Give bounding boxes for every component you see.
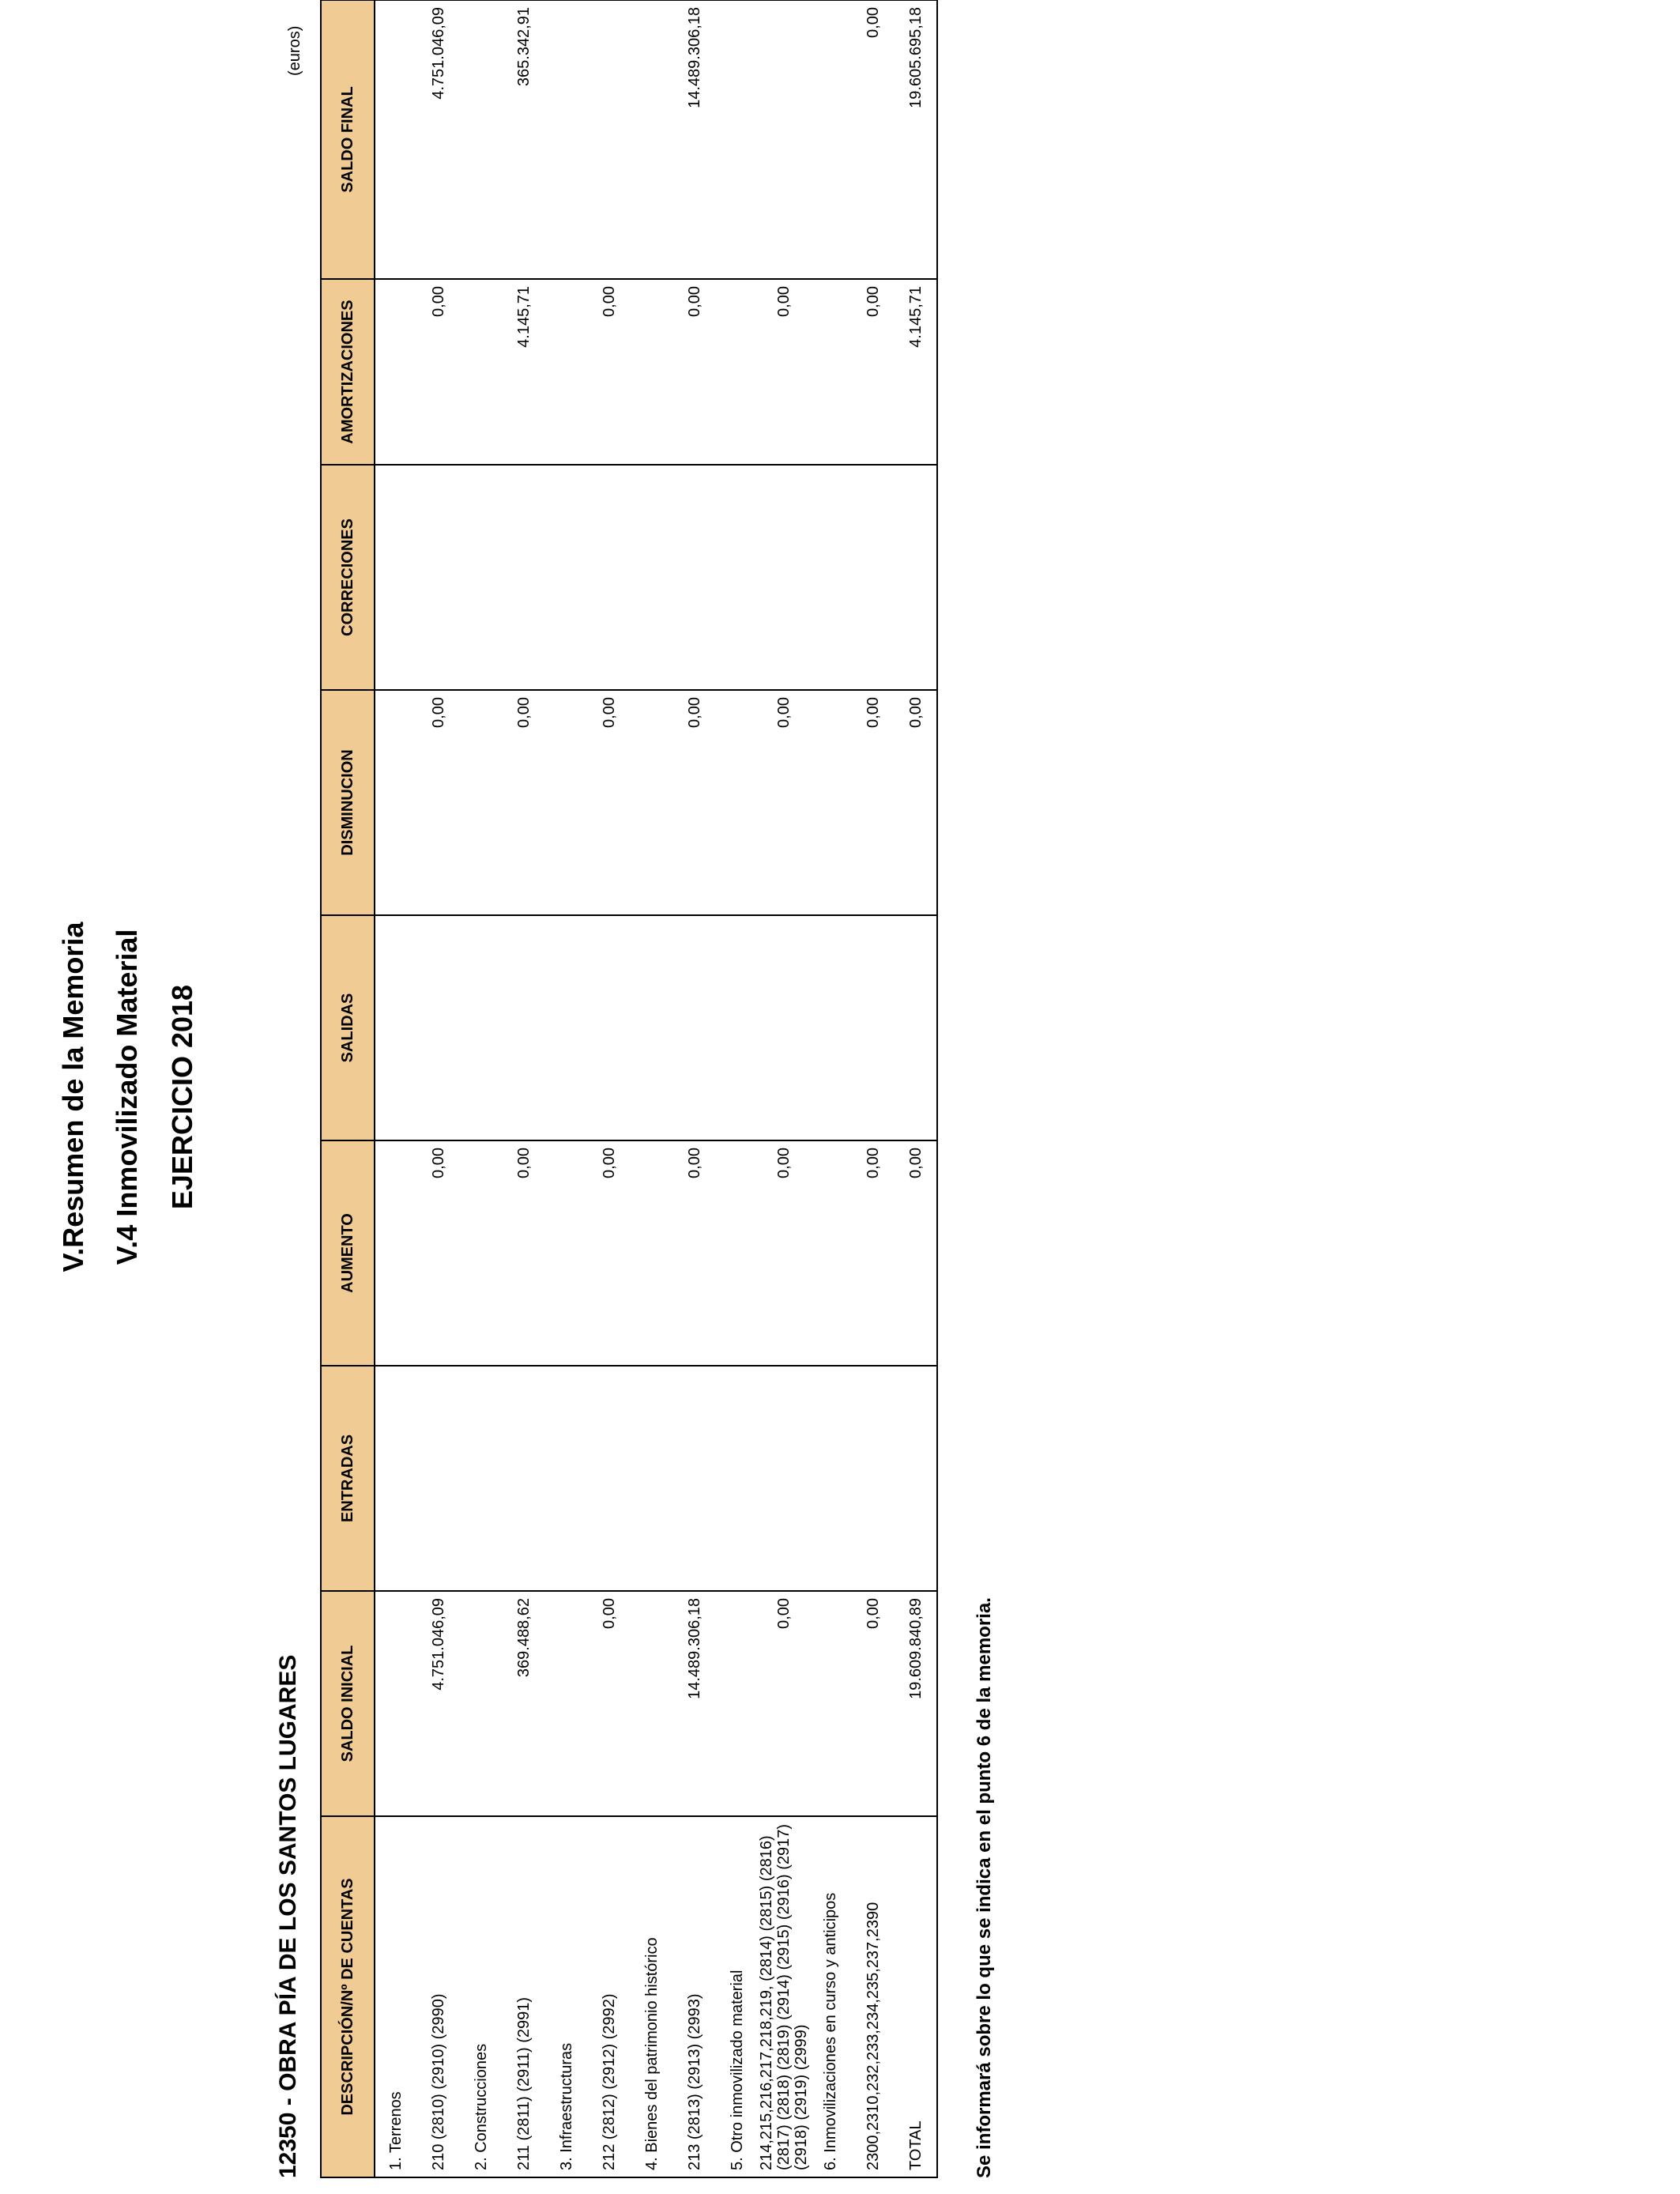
saldo-inicial-cell: 19.609.840,89 bbox=[895, 1591, 937, 1816]
saldo-final-cell bbox=[461, 0, 502, 279]
correciones-cell bbox=[461, 465, 502, 690]
table-row bbox=[502, 0, 546, 2177]
column-header: ENTRADAS bbox=[321, 1366, 375, 1591]
table-row bbox=[375, 0, 416, 2177]
column-header: AUMENTO bbox=[321, 1140, 375, 1366]
saldo-final-cell bbox=[375, 0, 416, 279]
correciones-cell bbox=[587, 465, 631, 690]
salidas-cell bbox=[375, 915, 416, 1140]
aumento-cell: 0,00 bbox=[587, 1140, 631, 1366]
salidas-cell bbox=[631, 915, 672, 1140]
disminucion-cell: 0,00 bbox=[502, 690, 546, 915]
entradas-cell bbox=[461, 1366, 502, 1591]
salidas-cell bbox=[461, 915, 502, 1140]
correciones-cell bbox=[502, 465, 546, 690]
amortizaciones-cell bbox=[375, 279, 416, 465]
entradas-cell bbox=[546, 1366, 587, 1591]
column-header: SALDO INICIAL bbox=[321, 1591, 375, 1816]
aumento-cell: 0,00 bbox=[502, 1140, 546, 1366]
salidas-cell bbox=[587, 915, 631, 1140]
salidas-cell bbox=[546, 915, 587, 1140]
disminucion-cell bbox=[461, 690, 502, 915]
amortizaciones-cell bbox=[546, 279, 587, 465]
saldo-inicial-cell: 14.489.306,18 bbox=[672, 1591, 717, 1816]
amortizaciones-cell bbox=[717, 279, 758, 465]
amortizaciones-cell bbox=[810, 279, 851, 465]
table-row bbox=[717, 0, 758, 2177]
entradas-cell bbox=[851, 1366, 895, 1591]
amortizaciones-cell bbox=[461, 279, 502, 465]
column-header: AMORTIZACIONES bbox=[321, 279, 375, 465]
correciones-cell bbox=[416, 465, 461, 690]
aumento-cell bbox=[810, 1140, 851, 1366]
saldo-final-cell: 4.751.046,09 bbox=[416, 0, 461, 279]
salidas-cell bbox=[851, 915, 895, 1140]
table-row bbox=[416, 0, 461, 2177]
entradas-cell bbox=[375, 1366, 416, 1591]
amortizaciones-cell: 0,00 bbox=[758, 279, 810, 465]
row-description: 1. Terrenos bbox=[375, 1816, 416, 2177]
row-description: 3. Infraestructuras bbox=[546, 1816, 587, 2177]
amortizaciones-cell bbox=[631, 279, 672, 465]
saldo-inicial-cell bbox=[631, 1591, 672, 1816]
saldo-final-cell: 19.605.695,18 bbox=[895, 0, 937, 279]
table-row bbox=[631, 0, 672, 2177]
saldo-final-cell bbox=[546, 0, 587, 279]
salidas-cell bbox=[502, 915, 546, 1140]
aumento-cell: 0,00 bbox=[672, 1140, 717, 1366]
fixed-assets-table bbox=[320, 0, 938, 2178]
correciones-cell bbox=[758, 465, 810, 690]
entradas-cell bbox=[502, 1366, 546, 1591]
aumento-cell: 0,00 bbox=[851, 1140, 895, 1366]
salidas-cell bbox=[717, 915, 758, 1140]
table-row bbox=[587, 0, 631, 2177]
correciones-cell bbox=[810, 465, 851, 690]
saldo-final-cell: 14.489.306,18 bbox=[672, 0, 717, 279]
entradas-cell bbox=[758, 1366, 810, 1591]
disminucion-cell: 0,00 bbox=[416, 690, 461, 915]
total-row bbox=[895, 0, 937, 2177]
saldo-inicial-cell bbox=[810, 1591, 851, 1816]
saldo-inicial-cell: 0,00 bbox=[851, 1591, 895, 1816]
amortizaciones-cell: 0,00 bbox=[851, 279, 895, 465]
amortizaciones-cell: 4.145,71 bbox=[502, 279, 546, 465]
saldo-inicial-cell: 0,00 bbox=[758, 1591, 810, 1816]
entradas-cell bbox=[672, 1366, 717, 1591]
saldo-inicial-cell: 0,00 bbox=[587, 1591, 631, 1816]
salidas-cell bbox=[810, 915, 851, 1140]
row-description: 5. Otro inmovilizado material bbox=[717, 1816, 758, 2177]
column-header: DESCRIPCIÓN/Nº DE CUENTAS bbox=[321, 1816, 375, 2177]
saldo-final-cell bbox=[631, 0, 672, 279]
amortizaciones-cell: 0,00 bbox=[672, 279, 717, 465]
disminucion-cell: 0,00 bbox=[851, 690, 895, 915]
salidas-cell bbox=[758, 915, 810, 1140]
saldo-inicial-cell bbox=[717, 1591, 758, 1816]
entradas-cell bbox=[416, 1366, 461, 1591]
saldo-inicial-cell bbox=[546, 1591, 587, 1816]
table-row bbox=[758, 0, 810, 2177]
column-header: CORRECIONES bbox=[321, 465, 375, 690]
correciones-cell bbox=[851, 465, 895, 690]
correciones-cell bbox=[375, 465, 416, 690]
column-header: SALIDAS bbox=[321, 915, 375, 1140]
disminucion-cell: 0,00 bbox=[672, 690, 717, 915]
disminucion-cell bbox=[717, 690, 758, 915]
disminucion-cell: 0,00 bbox=[587, 690, 631, 915]
row-description: 210 (2810) (2910) (2990) bbox=[416, 1816, 461, 2177]
row-description: 213 (2813) (2913) (2993) bbox=[672, 1816, 717, 2177]
table-row bbox=[672, 0, 717, 2177]
currency-unit: (euros) bbox=[286, 25, 303, 76]
correciones-cell bbox=[895, 465, 937, 690]
aumento-cell bbox=[631, 1140, 672, 1366]
amortizaciones-cell: 4.145,71 bbox=[895, 279, 937, 465]
row-description: 211 (2811) (2911) (2991) bbox=[502, 1816, 546, 2177]
disminucion-cell bbox=[375, 690, 416, 915]
disminucion-cell bbox=[546, 690, 587, 915]
correciones-cell bbox=[672, 465, 717, 690]
saldo-inicial-cell bbox=[375, 1591, 416, 1816]
correciones-cell bbox=[717, 465, 758, 690]
correciones-cell bbox=[631, 465, 672, 690]
saldo-final-cell bbox=[587, 0, 631, 279]
saldo-final-cell bbox=[758, 0, 810, 279]
saldo-final-cell bbox=[717, 0, 758, 279]
aumento-cell bbox=[375, 1140, 416, 1366]
table-row bbox=[851, 0, 895, 2177]
fiscal-year-title: EJERCICIO 2018 bbox=[166, 984, 198, 1210]
saldo-final-cell bbox=[810, 0, 851, 279]
saldo-final-cell: 365.342,91 bbox=[502, 0, 546, 279]
table-row bbox=[461, 0, 502, 2177]
row-description: 2300,2310,232,233,234,235,237,2390 bbox=[851, 1816, 895, 2177]
aumento-cell: 0,00 bbox=[895, 1140, 937, 1366]
salidas-cell bbox=[895, 915, 937, 1140]
correciones-cell bbox=[546, 465, 587, 690]
saldo-inicial-cell: 369.488,62 bbox=[502, 1591, 546, 1816]
disminucion-cell: 0,00 bbox=[758, 690, 810, 915]
row-description: 4. Bienes del patrimonio histórico bbox=[631, 1816, 672, 2177]
row-description: 212 (2812) (2912) (2992) bbox=[587, 1816, 631, 2177]
column-header: SALDO FINAL bbox=[321, 0, 375, 279]
section-title: V.4 Inmovilizado Material bbox=[111, 929, 143, 1265]
disminucion-cell bbox=[631, 690, 672, 915]
saldo-inicial-cell bbox=[461, 1591, 502, 1816]
amortizaciones-cell: 0,00 bbox=[587, 279, 631, 465]
entradas-cell bbox=[631, 1366, 672, 1591]
table-row bbox=[810, 0, 851, 2177]
aumento-cell bbox=[717, 1140, 758, 1366]
row-description: 2. Construcciones bbox=[461, 1816, 502, 2177]
entity-name: 12350 - OBRA PÍA DE LOS SANTOS LUGARES bbox=[275, 1654, 301, 2178]
footer-note: Se informará sobre lo que se indica en el punto 6 de la memoria. bbox=[974, 1597, 995, 2178]
entradas-cell bbox=[810, 1366, 851, 1591]
row-description: TOTAL bbox=[895, 1816, 937, 2177]
table-row bbox=[546, 0, 587, 2177]
entradas-cell bbox=[717, 1366, 758, 1591]
saldo-inicial-cell: 4.751.046,09 bbox=[416, 1591, 461, 1816]
salidas-cell bbox=[416, 915, 461, 1140]
aumento-cell: 0,00 bbox=[758, 1140, 810, 1366]
row-description: 6. Inmovilizaciones en curso y anticipos bbox=[810, 1816, 851, 2177]
salidas-cell bbox=[672, 915, 717, 1140]
aumento-cell: 0,00 bbox=[416, 1140, 461, 1366]
entradas-cell bbox=[895, 1366, 937, 1591]
disminucion-cell: 0,00 bbox=[895, 690, 937, 915]
aumento-cell bbox=[461, 1140, 502, 1366]
disminucion-cell bbox=[810, 690, 851, 915]
amortizaciones-cell: 0,00 bbox=[416, 279, 461, 465]
entradas-cell bbox=[587, 1366, 631, 1591]
saldo-final-cell: 0,00 bbox=[851, 0, 895, 279]
report-title: V.Resumen de la Memoria bbox=[57, 922, 89, 1272]
row-description: 214,215,216,217,218,219, (2814) (2815) (2816) (2817) (2818) (2819) (2914) (2915) (2916) (2917) (2918) (2919) (2999) bbox=[758, 1816, 810, 2177]
column-header: DISMINUCION bbox=[321, 690, 375, 915]
aumento-cell bbox=[546, 1140, 587, 1366]
header-row bbox=[321, 0, 375, 2177]
